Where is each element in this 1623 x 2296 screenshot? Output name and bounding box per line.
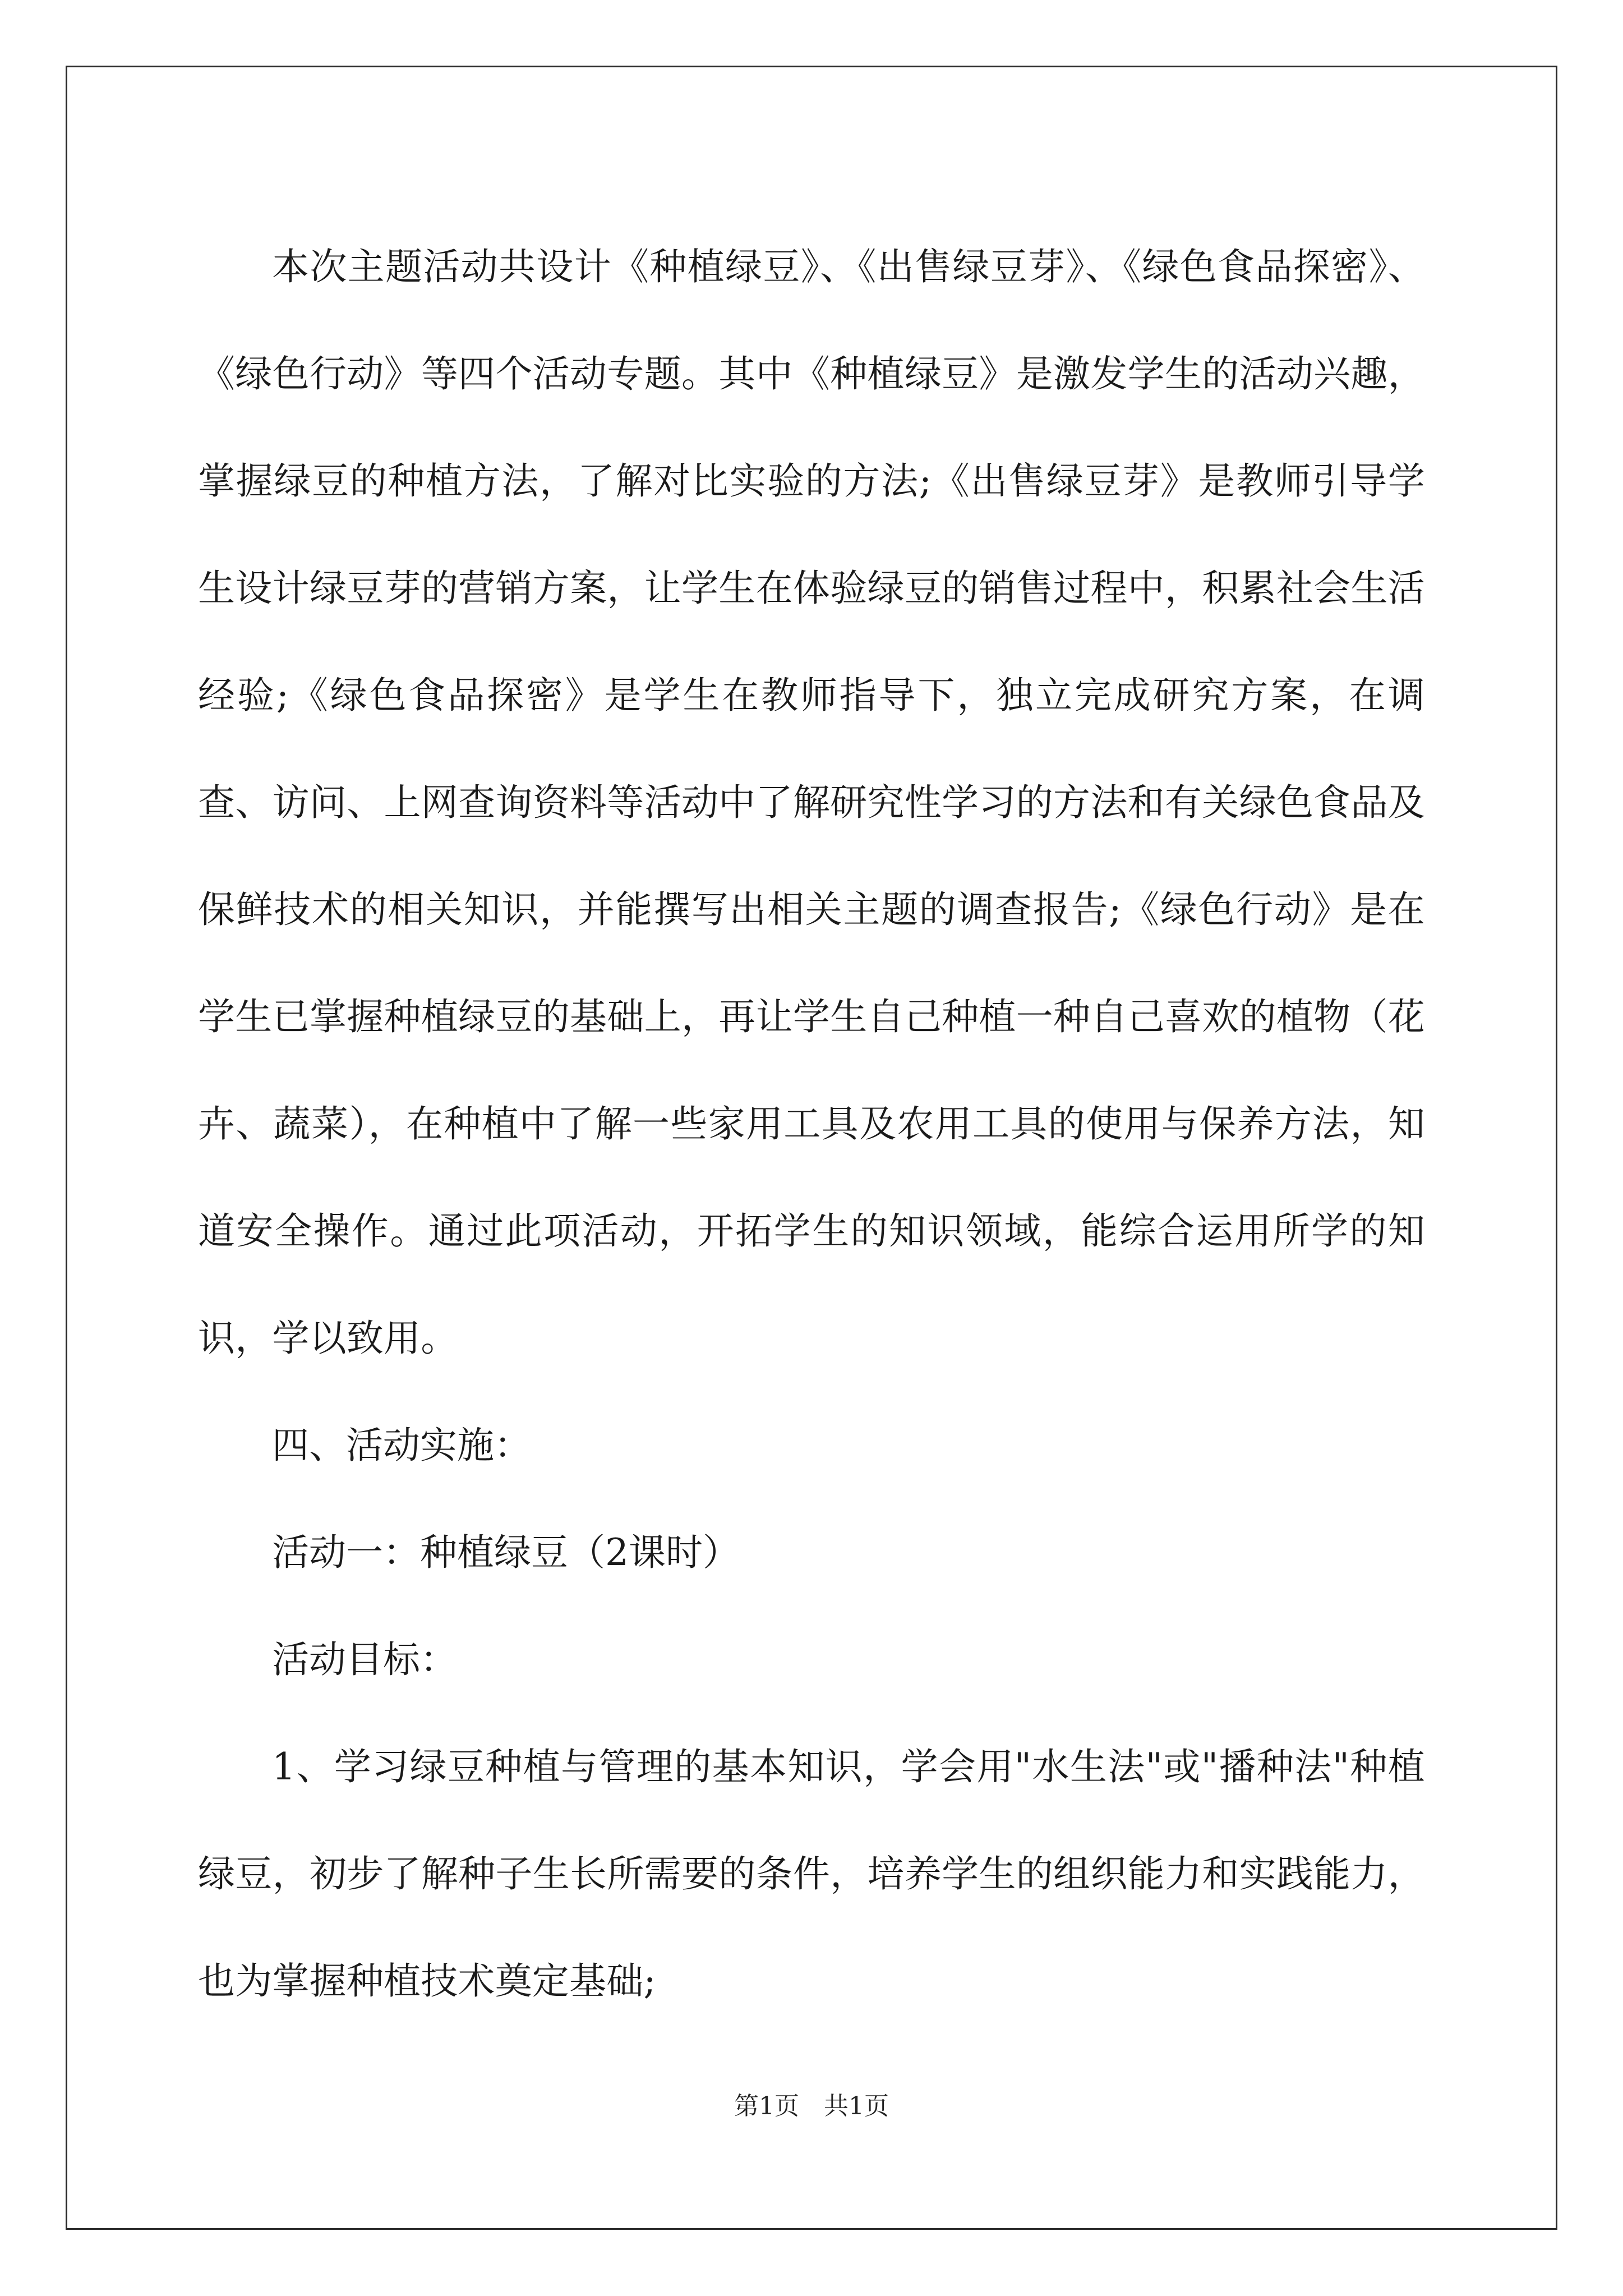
goal-label: 活动目标： (272, 1638, 457, 1681)
intro-paragraph: 本次主题活动共设计《种植绿豆》、《出售绿豆芽》、《绿色食品探密》、《绿色行动》等四个活动专题。其中《种植绿豆》是激发学生的活动兴趣，掌握绿豆的种植方法，了解对比实验的方法;《出售绿豆芽》是教师引导学生设计绿豆芽的营销方案，让学生在体验绿豆的销售过程中，积累社会生活经验;《绿色食品探密》是学生在教师指导下，独立完成研究方案，在调查、访问、上网查询资料等活动中了解研究性学习的方法和有关绿色食品及保鲜技术的相关知识，并能撰写出相关主题的调查报告;《绿色行动》是在学生已掌握种植绿豆的基础上，再让学生自己种植一种自己喜欢的植物（花卉、蔬菜），在种植中了解一些家用工具及农用工具的使用与保养方法，知道安全操作。通过此项活动，开拓学生的知识领域，能综合运用所学的知识，学以致用。 (198, 245, 1425, 1360)
document-body (198, 213, 1425, 2035)
page-footer: 第1页 共1页 (734, 2092, 889, 2120)
goal-item-1: 1、学习绿豆种植与管理的基本知识，学会用"水生法"或"播种法"种植绿豆，初步了解种子生长所需要的条件，培养学生的组织能力和实践能力，也为掌握种植技术奠定基础; (198, 1745, 1425, 2003)
section-heading: 四、活动实施： (272, 1424, 531, 1467)
activity-title: 活动一：种植绿豆（2课时） (272, 1531, 740, 1574)
